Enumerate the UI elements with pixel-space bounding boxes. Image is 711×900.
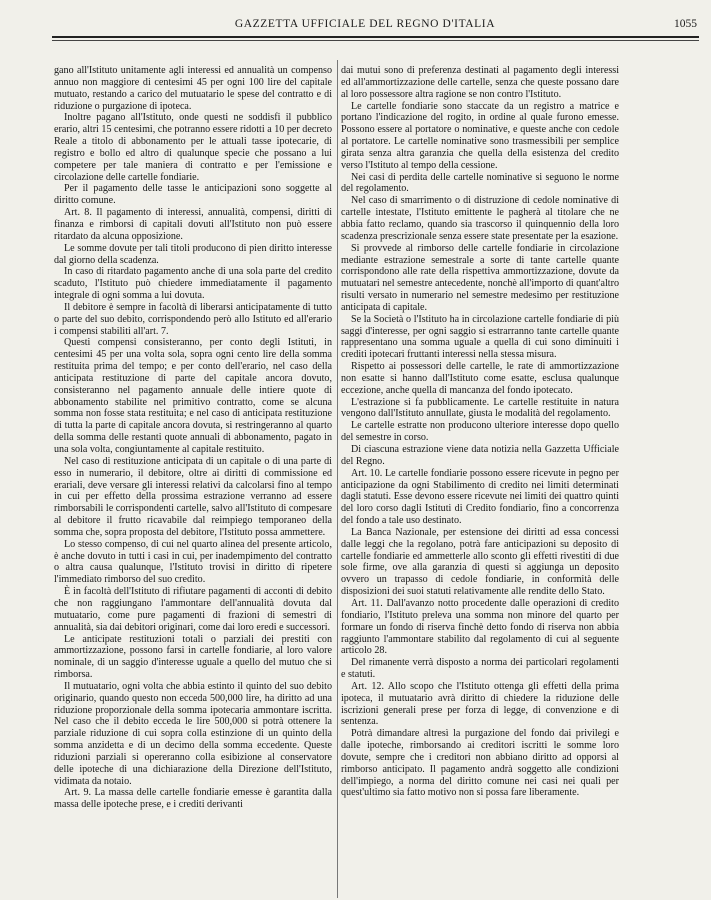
header-rule-thin — [52, 40, 699, 41]
paragraph: Art. 8. Il pagamento di interessi, annualità, compensi, diritti di finanza e rimborsi di capitali dovuti all'Istituto non può essere ritardato da alcuna opposizione. — [54, 207, 332, 242]
paragraph: Il debitore è sempre in facoltà di liberarsi anticipatamente di tutto o parte del suo debito, corrispondendo però allo Istituto ed all'erario i compensi stabiliti all'art. 7. — [54, 301, 332, 337]
paragraph: Inoltre pagano all'Istituto, onde questi ne soddisfi il pubblico erario, altri 15 centesimi, che potranno essere ridotti a 10 per decreto Reale a titolo di abbonamento per le attuali tasse ipotecarie, di registro e bollo ed altro di qualunque specie che possano a lui competere per tale maniera di contratto e per l'emissione e circolazione delle cartelle fondiarie. — [54, 112, 332, 183]
paragraph: In caso di ritardato pagamento anche di una sola parte del credito scaduto, l'Istituto può chiedere immediatamente il pagamento integrale di ogni somma a lui dovuta. — [54, 266, 332, 302]
left-column — [54, 65, 332, 811]
page-header-title: GAZZETTA UFFICIALE DEL REGNO D'ITALIA — [234, 18, 496, 30]
paragraph: Le anticipate restituzioni totali o parziali dei prestiti con ammortizzazione, possono farsi in cartelle fondiarie, al loro valore nominale, di un saggio d'interesse uguale a quello del mutuo che si rimborsa. — [54, 633, 332, 681]
paragraph: Le cartelle estratte non producono ulteriore interesse dopo quello del semestre in corso. — [341, 420, 619, 444]
paragraph: Se la Società o l'Istituto ha in circolazione cartelle fondiarie di più saggi d'interesse, per ogni saggio si estrarranno tante cartelle quante rappresentano una somma uguale a quella di cui sono diminuiti i crediti ipotecari fruttanti interessi nella stessa misura. — [341, 313, 619, 361]
paragraph: Le somme dovute per tali titoli producono di pien diritto interesse dal giorno della scadenza. — [54, 242, 332, 266]
paragraph: È in facoltà dell'Istituto di rifiutare pagamenti di acconti di debito che non raggiungano l'ammontare dell'annualità dovuta dal mutuatario, come pure pagamenti di frazioni di semestri di annualità, sia dai debitori originari, come dai loro eredi e successori. — [54, 586, 332, 633]
paragraph: Potrà dimandare altresì la purgazione del fondo dai privilegi e dalle ipoteche, rimborsando ai creditori iscritti le somme loro dovute, sempre che i creditori non abbiano diritto ad opporsi al rimborso anticipato. Il pagamento andrà soggetto alle condizioni dell'impiego, a norma del diritto comune nei casi nei quali per quest'ultimo sia fatto motivo non si possa fare liberamente. — [341, 728, 619, 799]
paragraph: Le cartelle fondiarie sono staccate da un registro a matrice e portano l'indicazione del rogito, in ordine al quale furono emesse. Possono essere al portatore o nominative, e queste anche con cedole al portatore. Le cartelle nominative sono trasmessibili per semplice girata senza altra garanzia che quella della esistenza del credito verso l'Istituto al tempo della cessione. — [341, 100, 619, 171]
paragraph: Questi compensi consisteranno, per conto degli Istituti, in centesimi 45 per una volta sola, sopra ogni cento lire della somma restituita prima del tempo; e per conto dell'erario, nel caso della anticipata restituzione di parte del capitale ancora dovuto, consisteranno nel pagamento annuale delle intiere quote di abbonamento stabilite nel primitivo contratto, come se alcuna somma non fosse stata restituita; e nel caso di anticipata restituzione di tutta la parte di capitale ancora dovuta, si restringeranno al quarto della somma delle restanti quote annuali di abbonamento, pagato in una sola volta, congiuntamente al capitale restituito. — [54, 337, 332, 455]
paragraph: Nel caso di smarrimento o di distruzione di cedole nominative di cartelle intestate, l'Istituto emittente le pagherà al titolare che ne abbia fatto reclamo, quando sia trascorso il quinquennio della loro scadenza prescrizionale senza essere state presentate per la esazione. — [341, 195, 619, 242]
paragraph: dai mutui sono di preferenza destinati al pagamento degli interessi ed all'ammortizzazione delle cartelle, senza che queste possano dare al loro possessore altra ragione se non contro l'Istituto. — [341, 65, 619, 100]
paragraph: gano all'Istituto unitamente agli interessi ed annualità un compenso annuo non maggiore di centesimi 45 per ogni 100 lire del capitale mutuato, restando a carico del mutuatario le spese del contratto e di riduzione o purgazione di ipoteca. — [54, 65, 332, 112]
paragraph: Nel caso di restituzione anticipata di un capitale o di una parte di esso in numerario, il debitore, oltre ai diritti di commissione ed erariali, deve versare gli interessi relativi da calcolarsi fino al tempo in cui per effetto della prossima estrazione verranno ad essere rimborsabili le corrispondenti cartelle, salvo all'Istituto di compesare al debitore il frutto ricavabile dal reimpiego temporaneo della somma che, sopra proposta del debitore, l'Istituto possa ammettere. — [54, 455, 332, 538]
header-rule — [52, 36, 699, 38]
paragraph: Art. 10. Le cartelle fondiarie possono essere ricevute in pegno per anticipazione da ogni Stabilimento di credito nei limiti determinati dagli statuti. Esse devono essere ricevute nei limiti dei quattro quinti del loro corso dagli Istituti di Credito fondiario, fino a concorrenza del fondo a tale uso destinato. — [341, 467, 619, 527]
paragraph: Art. 12. Allo scopo che l'Istituto ottenga gli effetti della prima ipoteca, il mutuatario avrà diritto di chiedere la riduzione delle iscrizioni generali prese per forza di legge, di convenzione e di sentenza. — [341, 680, 619, 728]
paragraph: Lo stesso compenso, di cui nel quarto alinea del presente articolo, è anche dovuto in tutti i casi in cui, per inadempimento del contratto o altra causa qualunque, l'Istituto trovisi in diritto di ripetere l'immediato rimborso del suo credito. — [54, 538, 332, 586]
right-column — [341, 65, 619, 799]
paragraph: Per il pagamento delle tasse le anticipazioni sono soggette al diritto comune. — [54, 183, 332, 207]
paragraph: Si provvede al rimborso delle cartelle fondiarie in circolazione mediante estrazione semestrale a sorte di tante cartelle quante corrispondono alle rate della rispettiva ammortizzazione, dovute da mutuatari nel semestre antecedente, nonchè all'importo di quant'altro risulti versato in numerario nel semestre medesimo per restituzione anticipata di capitale. — [341, 242, 619, 313]
page-number: 1055 — [674, 18, 697, 30]
paragraph: Art. 9. La massa delle cartelle fondiarie emesse è garantita dalla massa delle ipoteche prese, e i crediti derivanti — [54, 787, 332, 811]
paragraph: La Banca Nazionale, per estensione dei diritti ad essa concessi dalle leggi che la regolano, potrà fare anticipazioni su deposito di cartelle fondiarie ed ammetterle allo sconto gli effetti rivestiti di due sole firme, ove alla garanzia di questi si aggiunga un deposito ovvero un trapasso di cedole fondiarie, in conformità delle disposizioni dei suoi statuti relativamente alle rendite dello Stato. — [341, 526, 619, 598]
paragraph: Di ciascuna estrazione viene data notizia nella Gazzetta Ufficiale del Regno. — [341, 444, 619, 467]
paragraph: Nei casi di perdita delle cartelle nominative si seguono le norme del regolamento. — [341, 171, 619, 195]
paragraph: Art. 11. Dall'avanzo notto procedente dalle operazioni di credito fondiario, l'Istituto preleva una somma non minore del quarto per formare un fondo di riserva finchè detto fondo di riserva non abbia raggiunto l'ammontare stabilito dal regolamento di cui al seguente articolo 28. — [341, 597, 619, 657]
paragraph: Del rimanente verrà disposto a norma dei particolari regolamenti e statuti. — [341, 657, 619, 681]
paragraph: Il mutuatario, ogni volta che abbia estinto il quinto del suo debito originario, quando questo non ecceda 500,000 lire, ha diritto ad una riduzione proporzionale della somma ipotecaria ammontare iscritta. Nel caso che il debito ecceda le lire 500,000 si potrà ottenere la parziale riduzione di cui sopra colla estinzione di un quinto della somma anzidetta e di un decimo della somma eccedente. Queste riduzioni parziali si opereranno colla esibizione al conservatore delle ipoteche di una dichiarazione della Direzione dell'Istituto, vidimata da notaio. — [54, 680, 332, 787]
paragraph: Rispetto ai possessori delle cartelle, le rate di ammortizzazione non esatte si hanno dall'Istituto come esatte, esclusa qualunque eccezione, anche quella di mancanza del fondo ipotecato. — [341, 361, 619, 396]
column-divider — [337, 60, 338, 898]
paragraph: L'estrazione si fa pubblicamente. Le cartelle restituite in natura vengono dall'Istituto annullate, giusta le modalità del regolamento. — [341, 396, 619, 420]
